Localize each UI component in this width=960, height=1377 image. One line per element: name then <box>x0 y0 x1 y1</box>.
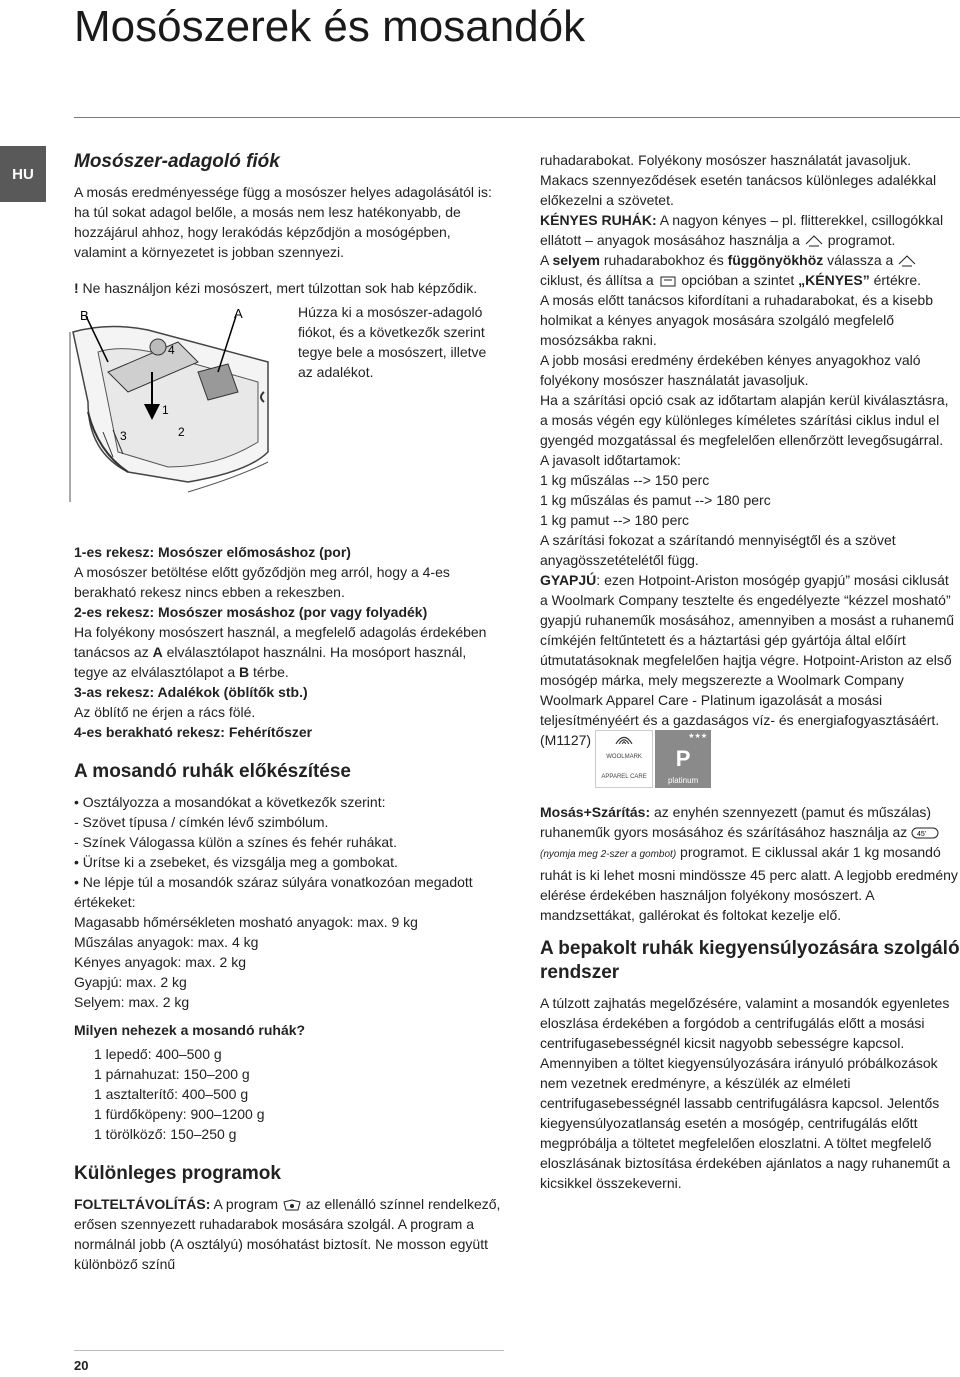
list-item: 1 fürdőköpeny: 900–1200 g <box>94 1106 265 1122</box>
title-rule <box>74 117 960 118</box>
section-title-load-balance: A bepakolt ruhák kiegyensúlyozására szolgáló rendszer <box>540 938 960 983</box>
list-item: Magasabb hőmérsékleten mosható anyagok: max. 9 kg <box>74 914 418 930</box>
list-item: 1 párnahuzat: 150–200 g <box>94 1066 250 1082</box>
wool-text: GYAPJÚ: ezen Hotpoint-Ariston mosógép gyapjú” mosási ciklusát a Woolmark Company tesztelte és engedélyezte “kézzel mosható” gyapjú ruhaneműk mosásához, amennyiben a mosást a ruhanemű címkéjén feltűntetett és a háztartási gép gyártója által előírt útmutatásoknak megfelelően hajtja végre. Hotpoint-Ariston az első mosógép márka, mely megszerezte a Woolmark Company Woolmark Apparel Care - Platinum igazolását a mosási teljesítményéért és a gazdaságos víz- és energiafogyasztásáért. (M1127) WOOLMARK APPAREL CARE ★★★ P platinum <box>540 570 960 788</box>
list-item: 1 kg műszálas és pamut --> 180 perc <box>540 492 771 508</box>
compartment-2-text: Ha folyékony mosószert használ, a megfelelő adagolás érdekében tanácsos az A elválasztólapot használni. Ha mosóport használ, tegye az elválasztólapot a B térbe. <box>74 624 487 680</box>
list-item: Gyapjú: max. 2 kg <box>74 974 187 990</box>
list-item: 1 törölköző: 150–250 g <box>94 1126 237 1142</box>
section-title-detergent-drawer: Mosószer-adagoló fiók <box>74 151 280 172</box>
compartment-3-text: Az öblítő ne érjen a rács fölé. <box>74 704 256 720</box>
weights-title: Milyen nehezek a mosandó ruhák? <box>74 1022 306 1038</box>
drying-level-text: A szárítási fokozat a szárítandó mennyiségtől és a szövet anyagösszetételétől függ. <box>540 532 896 568</box>
compartment-1-title: 1-es rekesz: Mosószer előmosáshoz (por) <box>74 544 351 560</box>
silk-cycle-icon <box>897 254 917 268</box>
page-number: 20 <box>74 1358 89 1373</box>
woolmark-icon <box>611 731 637 747</box>
compartment-3-title: 3-as rekesz: Adalékok (öblítők stb.) <box>74 684 308 700</box>
list-item: • Ürítse ki a zsebeket, és vizsgálja meg a gombokat. <box>74 854 398 870</box>
list-item: 1 kg műszálas --> 150 perc <box>540 472 710 488</box>
drying-option-icon <box>658 274 678 288</box>
compartment-1-text: A mosószer betöltése előtt győződjön meg arról, hogy a 4-es berakható rekesz nincs ebben a rekeszben. <box>74 564 450 600</box>
compartment-4-title: 4-es berakható rekesz: Fehérítőszer <box>74 724 313 740</box>
warning-icon: ! <box>74 280 79 296</box>
drawer-illustration <box>68 302 288 532</box>
section-title-laundry-prep: A mosandó ruhák előkészítése <box>74 761 352 782</box>
liquid-detergent-text: A jobb mosási eredmény érdekében kényes anyagokhoz való folyékony mosószer használatát javasoljuk. <box>540 352 921 388</box>
figure-label-a: A <box>234 306 243 321</box>
laundry-prep-list <box>74 792 504 1012</box>
list-item: • Ne lépje túl a mosandók száraz súlyára vonatkozóan megadott értékeket: <box>74 874 473 910</box>
figure-label-3: 3 <box>120 429 127 443</box>
drying-text: Ha a szárítási opció csak az időtartam alapján kerül kiválasztásra, a mosás végén egy különleges kíméletes szárítási ciklus indul el gyengéd mozgatással és megfelelően ellenőrzött levegősugárral. <box>540 392 949 448</box>
wash-dry-text: Mosás+Szárítás: az enyhén szennyezett (pamut és műszálas) ruhaneműk gyors mosásához és szárításához használja az 45' (nyomja meg 2-szer a gombot) programot. E ciklussal akár 1 kg mosandó ruhát is ki lehet mosni mindössze 45 perc alatt. A legjobb eredmény elérése érdekében használjon folyékony mosószert. A mandzsettákat, gallérokat és foltokat kezelje elő. <box>540 804 958 923</box>
figure-label-1: 1 <box>162 403 169 417</box>
figure-label-4: 4 <box>168 343 175 357</box>
list-item: 1 asztalterítő: 400–500 g <box>94 1086 249 1102</box>
load-balance-text: A túlzott zajhatás megelőzésére, valamint a mosandók egyenletes eloszlása érdekében a forgódob a centrifugálás előtt a mosási centrifugasebességnél kicsit nagyobb sebességre kapcsol. Amennyiben a töltet kiegyensúlyozására irányuló próbálkozások nem vezetnek eredményre, a készülék az elméleti centrifugasebességnél lassabb centrifugálásra kapcsol. Jelentős kiegyensúlyozatlanság esetén a mosógép, centrifugálás előtt megpróbálja a töltetet megfelelően eloszlatni. A töltet megfelelő eloszlásának biztosítása érdekében ajánlatos a nagy ruhaneműt a kicsikkel összekeverni. <box>540 995 951 1191</box>
list-item: A javasolt időtartamok: <box>540 452 681 468</box>
section-title-special-programs: Különleges programok <box>74 1163 281 1184</box>
weights-list <box>74 1044 504 1144</box>
figure-label-b: B <box>80 308 89 323</box>
stain-removal-text: FOLTELTÁVOLÍTÁS: A program az ellenálló színnel rendelkező, erősen szennyezett ruhadarabok mosására szolgál. A program a normálnál jobb (A osztályú) mosóhatást biztosít. Ne mosson együtt különböző színű <box>74 1196 501 1272</box>
right-column <box>540 150 960 1193</box>
silk-text: A selyem ruhadarabokhoz és függönyökhöz válassza a ciklust, és állítsa a opcióban a szintet „KÉNYES” értékre. <box>540 252 922 288</box>
list-item: • Osztályozza a mosandókat a következők szerint: <box>74 794 386 810</box>
inside-out-text: A mosás előtt tanácsos kifordítani a ruhadarabokat, és a kisebb holmikat a kényes anyagok mosására szolgáló megfelelő mosózsákba rakni. <box>540 292 934 348</box>
figure-caption: Húzza ki a mosószer-adagoló fiókot, és a következők szerint tegye bele a mosószert, illetve az adalékot. <box>298 304 487 380</box>
list-item: - Szövet típusa / címkén lévő szimbólum. <box>74 814 329 830</box>
stain-continued-text: ruhadarabokat. Folyékony mosószer használatát javasoljuk. Makacs szennyeződések esetén tanácsos különleges adalékkal előkezelni a szövetet. <box>540 152 937 208</box>
warning-note: ! Ne használjon kézi mosószert, mert túlzottan sok hab képződik. <box>74 280 478 296</box>
page-title: Mosószerek és mosandók <box>74 2 586 51</box>
delicate-program-icon <box>804 234 824 248</box>
footer-rule <box>74 1350 504 1351</box>
list-item: 1 lepedő: 400–500 g <box>94 1046 222 1062</box>
certification-logos <box>595 730 711 788</box>
list-item: Selyem: max. 2 kg <box>74 994 190 1010</box>
figure-label-2: 2 <box>178 425 185 439</box>
list-item: 1 kg pamut --> 180 perc <box>540 512 690 528</box>
drawer-figure <box>74 302 504 532</box>
compartment-2-title: 2-es rekesz: Mosószer mosáshoz (por vagy folyadék) <box>74 604 428 620</box>
list-item: Kényes anyagok: max. 2 kg <box>74 954 246 970</box>
list-item: - Színek Válogassa külön a színes és fehér ruhákat. <box>74 834 397 850</box>
list-item: Műszálas anyagok: max. 4 kg <box>74 934 259 950</box>
left-column <box>74 150 504 1274</box>
drying-times <box>540 450 960 530</box>
wash-dry-icon <box>911 826 939 840</box>
stain-program-icon <box>282 1198 302 1212</box>
svg-text:45': 45' <box>917 831 927 839</box>
language-tab: HU <box>0 146 46 202</box>
woolmark-logo: WOOLMARK APPAREL CARE <box>595 730 653 788</box>
platinum-logo: ★★★ P platinum <box>655 730 711 788</box>
detergent-intro: A mosás eredményessége függ a mosószer helyes adagolásától is: ha túl sokat adagol belőle, a mosás nem lesz hatékonyabb, de hozzájárul ahhoz, hogy lerakódás képződjön a mosógépben, valamint a környezetet is jobban szennyezi. <box>74 184 492 260</box>
delicate-text: KÉNYES RUHÁK: A nagyon kényes – pl. flitterekkel, csillogókkal ellátott – anyagok mosásához használja a programot. <box>540 212 944 248</box>
